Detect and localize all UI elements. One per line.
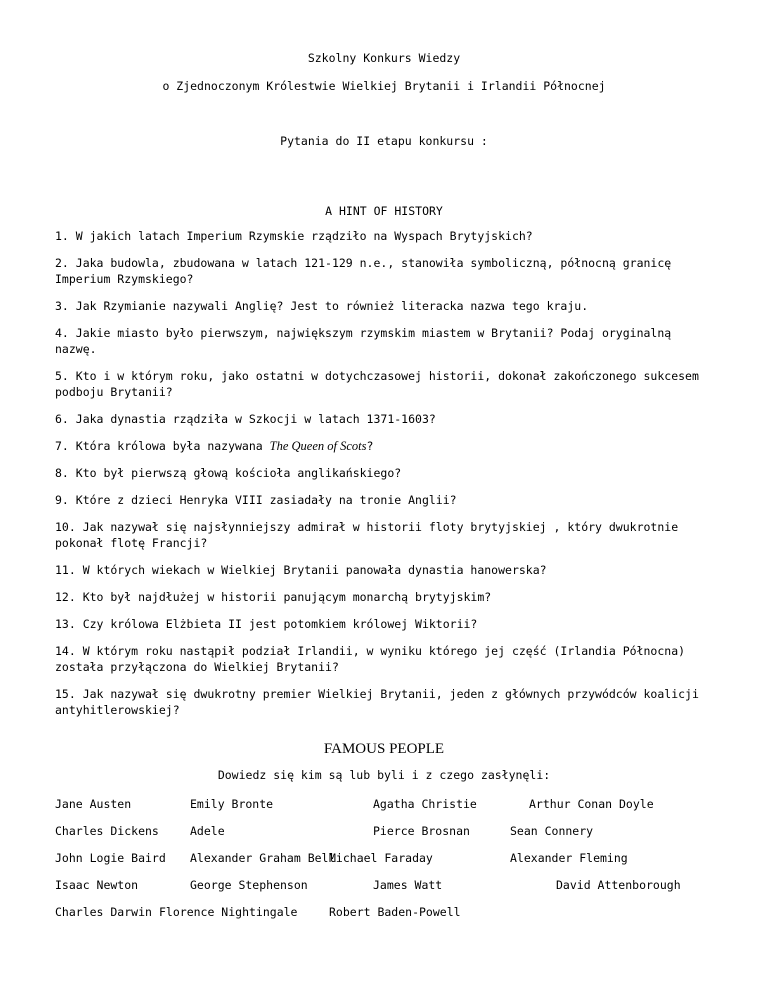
person-name: Robert Baden-Powell (329, 905, 461, 919)
question-10: 10. Jak nazywał się najsłynniejszy admirał w historii floty brytyjskiej , który dwukrotnie pokonał flotę Francji? (55, 520, 679, 550)
person-name: Alexander Fleming (510, 851, 628, 865)
history-question-list (55, 228, 715, 729)
question-15: 15. Jak nazywał się dwukrotny premier Wielkiej Brytanii, jeden z głównych przywódców koalicji antyhitlerowskiej? (55, 687, 699, 717)
question-8: 8. Kto był pierwszą głową kościoła anglikańskiego? (55, 466, 402, 480)
person-name: Alexander Graham Bell (190, 851, 336, 865)
person-name: David Attenborough (556, 878, 681, 892)
question-7-italic-title: The Queen of Scots (269, 439, 367, 453)
question-11: 11. W których wiekach w Wielkiej Brytanii panowała dynastia hanowerska? (55, 563, 547, 577)
contest-title: Szkolny Konkurs Wiedzy (307, 51, 461, 65)
question-1: 1. W jakich latach Imperium Rzymskie rządziło na Wyspach Brytyjskich? (55, 229, 533, 243)
contest-subtitle: o Zjednoczonym Królestwie Wielkiej Brytanii i Irlandii Północnej (162, 79, 606, 93)
person-name: Emily Bronte (190, 797, 274, 811)
person-name: Pierce Brosnan (373, 824, 470, 838)
person-name: Adele (190, 824, 225, 838)
person-name: Florence Nightingale (159, 905, 298, 919)
person-name: Charles Darwin (55, 905, 152, 919)
people-row (0, 877, 768, 893)
stage-title: Pytania do II etapu konkursu : (280, 134, 488, 148)
people-row (0, 904, 768, 920)
question-7-text: 7. Która królowa była nazywana (55, 439, 270, 453)
question-14: 14. W którym roku nastąpił podział Irlandii, w wyniku którego jej część (Irlandia Północna) została przyłączona do Wielkiej Brytanii? (55, 644, 686, 674)
question-2: 2. Jaka budowla, zbudowana w latach 121-129 n.e., stanowiła symboliczną, północną granicę Imperium Rzymskiego? (55, 256, 672, 286)
famous-people-heading: FAMOUS PEOPLE (323, 741, 445, 757)
people-row (0, 823, 768, 839)
history-section-heading: A HINT OF HISTORY (325, 204, 443, 218)
person-name: Michael Faraday (329, 851, 433, 865)
question-13: 13. Czy królowa Elżbieta II jest potomkiem królowej Wiktorii? (55, 617, 478, 631)
person-name: Jane Austen (55, 797, 132, 811)
person-name: John Logie Baird (55, 851, 166, 865)
person-name: James Watt (373, 878, 443, 892)
question-6: 6. Jaka dynastia rządziła w Szkocji w latach 1371-1603? (55, 412, 436, 426)
question-7 (55, 438, 715, 454)
person-name: Arthur Conan Doyle (529, 797, 654, 811)
famous-people-intro: Dowiedz się kim są lub byli i z czego zasłynęli: (217, 768, 551, 782)
person-name: George Stephenson (190, 878, 308, 892)
question-12: 12. Kto był najdłużej w historii panującym monarchą brytyjskim? (55, 590, 492, 604)
people-row (0, 796, 768, 812)
question-5: 5. Kto i w którym roku, jako ostatni w dotychczasowej historii, dokonał zakończonego sukcesem podboju Brytanii? (55, 369, 699, 399)
person-name: Isaac Newton (55, 878, 139, 892)
question-4: 4. Jakie miasto było pierwszym, największym rzymskim miastem w Brytanii? Podaj oryginalną nazwę. (55, 326, 672, 356)
person-name: Agatha Christie (373, 797, 477, 811)
question-7-end: ? (366, 439, 374, 453)
person-name: Sean Connery (510, 824, 594, 838)
question-3: 3. Jak Rzymianie nazywali Anglię? Jest to również literacka nazwa tego kraju. (55, 299, 589, 313)
person-name: Charles Dickens (55, 824, 159, 838)
question-9: 9. Które z dzieci Henryka VIII zasiadały na tronie Anglii? (55, 493, 457, 507)
people-row (0, 850, 768, 866)
